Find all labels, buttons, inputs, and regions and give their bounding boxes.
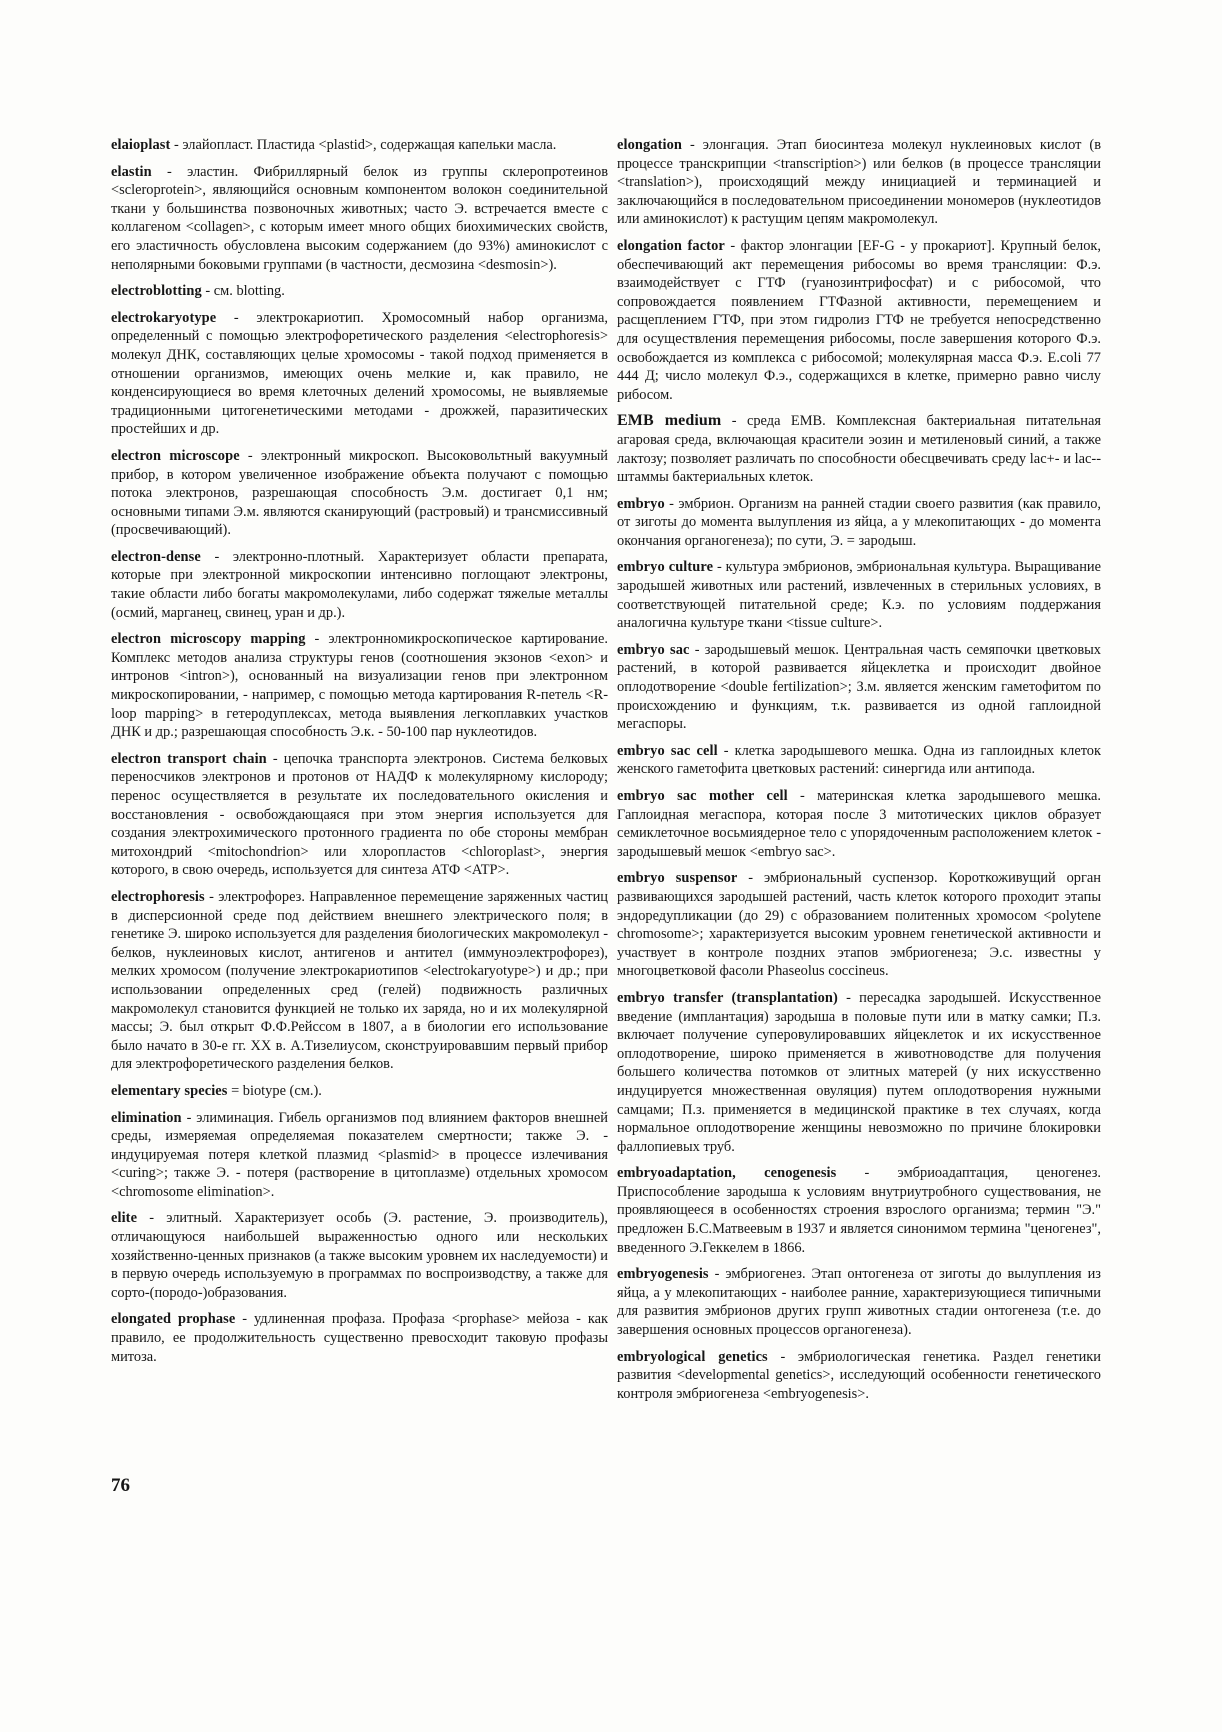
entry-term: elongation — [617, 137, 682, 153]
entry-definition: - электрофорез. Направленное перемещение заряженных частиц в дисперсионной среде под действием внешнего электрического поля; в генетике Э. широко используется для разделения биологических макромолекул - белков, нуклеиновых кислот, антигенов и антител (иммуноэлектрофорез), мелких хромосом (получение электрокариотипов <electrokaryotype>) и др.; при использовании определенных сред (гелей) подвижность различных макромолекул становится функцией не только их заряда, но и их молекулярной массы; Э. был открыт Ф.Ф.Рейссом в 1807, а в биологии его использование было начато в 30-е гг. XX в. А.Тизелиусом, сконструировавшим первый прибор для электрофоретического разделения белков. — [111, 888, 608, 1073]
entry-term: elementary species — [111, 1082, 228, 1099]
entry-term: electron transport chain — [111, 750, 267, 767]
entry-definition: - эмбриологическая генетика. Раздел генетики развития <developmental genetics>, исследующий особенности генетического контроля эмбриогенеза <embryogenesis>. — [617, 1348, 1101, 1402]
entry-definition: - эмбриоадаптация, ценогенез. Приспособление зародыша к условиям внутриутробного существования, не проявляющееся в особенностях строения взрослого организма; термин "Э." предложен Б.С.Матвеевым в 1937 и является синонимом термина "ценогенез", введенного Э.Геккелем в 1866. — [617, 1165, 1101, 1256]
entry-definition: - см. blotting. — [201, 283, 285, 300]
dictionary-entry — [111, 309, 608, 439]
entry-definition: - электронномикроскопическое картирование. Комплекс методов анализа структуры генов (соотношения экзонов <exon> и интронов <intron>), основанный на визуализации генов при электронном микроскопировании, - например, с помощью метода картирования R-петель <R-loop mapping> в гетеродуплексах, метода выявления легкоплавких участков ДНК и др.; разрешающая способность Э.к. - 50-100 пар нуклеотидов. — [111, 631, 608, 741]
entry-term: elimination — [111, 1109, 182, 1126]
entry-definition: - фактор элонгации [EF-G - у прокариот]. Крупный белок, обеспечивающий акт перемещения рибосомы во время трансляции: Ф.э. взаимодействует с ГТФ (гуанозинтрифосфат) и с рибосомой, что сопровождается появлением ГТФазной активности, перемещением и расщеплением ГТФ, при этом гидролиз ГТФ не требуется непосредственно для осуществления перемещения рибосомы, после завершения которого Ф.э. освобождается из комплекса с рибосомой; молекулярная масса Ф.э. E.coli 77 444 Д; число молекул Ф.э., содержащихся в клетке, примерно равно числу рибосом. — [617, 237, 1101, 403]
left-column — [111, 136, 608, 1374]
dictionary-entry — [617, 237, 1101, 404]
entry-term: embryo sac cell — [617, 742, 718, 759]
dictionary-entry — [111, 630, 608, 742]
dictionary-entry — [111, 1310, 608, 1366]
dictionary-entry — [111, 282, 608, 301]
entry-definition: - элайопласт. Пластида <plastid>, содержащая капельки масла. — [170, 137, 557, 153]
dictionary-entry — [617, 558, 1101, 632]
entry-definition: - среда EMB. Комплексная бактериальная питательная агаровая среда, включающая красители эозин и метиленовый синий, а также лактозу; позволяет различать по способности обесцвечивать среду lac+- и lac--штаммы бактериальных клеток. — [617, 413, 1101, 486]
entry-term: embryo culture — [617, 559, 714, 576]
entry-definition: - электрокариотип. Хромосомный набор организма, определенный с помощью электрофоретического разделения <electrophoresis> молекул ДНК, составляющих целые хромосомы - такой подход применяется в отношении организмов, имеющих очень мелкие и, как правило, не конденсирующиеся во время клеточных делений хромосомы, не выявляемые традиционными цитогенетическими методами - дрожжей, паразитических простейших и др. — [111, 309, 608, 438]
dictionary-entry — [617, 495, 1101, 551]
dictionary-entry — [617, 412, 1101, 486]
entry-term: embryo transfer (transplantation) — [617, 989, 838, 1006]
dictionary-entry — [111, 548, 608, 622]
dictionary-entry — [617, 1164, 1101, 1257]
entry-term: elongated prophase — [111, 1311, 236, 1328]
dictionary-entry — [617, 641, 1101, 734]
entry-definition: - клетка зародышевого мешка. Одна из гаплоидных клеток женского гаметофита цветковых растений: синергида или антипода. — [617, 742, 1101, 778]
entry-term: elongation factor — [617, 237, 725, 254]
entry-term: electroblotting — [111, 283, 202, 300]
entry-term: embryogenesis — [617, 1266, 709, 1283]
entry-definition: - элиминация. Гибель организмов под влиянием факторов внешней среды, измеряемая определяемая показателем смертности; также Э. - индуцируемая потеря клеткой плазмид <plasmid> в процессе излечивания <curing>; также Э. - потеря (растворение в цитоплазме) отдельных хромосом <chromosome elimination>. — [111, 1109, 608, 1200]
entry-term: electron microscopy mapping — [111, 631, 306, 648]
entry-term: elite — [111, 1210, 138, 1227]
entry-definition: - эмбрион. Организм на ранней стадии своего развития (как правило, от зиготы до момента вылупления из яйца, а у млекопитающих - до момента окончания органогенеза); по сути, Э. = зародыш. — [617, 495, 1101, 549]
dictionary-entry — [617, 787, 1101, 861]
dictionary-entry — [617, 136, 1101, 229]
entry-term: electrophoresis — [111, 888, 205, 905]
entry-term: electrokaryotype — [111, 309, 217, 326]
entry-term: embryoadaptation, cenogenesis — [617, 1165, 837, 1182]
entry-definition: - элитный. Характеризует особь (Э. растение, Э. производитель), отличающуюся наибольшей выраженностью одного или нескольких хозяйственно-ценных признаков (а также высоким уровнем их наследуемости) и в первую очередь используемую в программах по воспроизводству, а также для сорто-(породо-)образования. — [111, 1210, 608, 1301]
dictionary-entry — [111, 888, 608, 1074]
entry-definition: - электронно-плотный. Характеризует области препарата, которые при электронной микроскопии интенсивно поглощают электроны, такие области либо богаты макромолекулами, либо содержат тяжелые металлы (осмий, марганец, свинец, уран и др.). — [111, 548, 608, 621]
entry-definition: - материнская клетка зародышевого мешка. Гаплоидная мегаспора, которая после 3 митотических циклов образует семиклеточное восьмиядерное тело с упорядоченным расположением клеток - зародышевый мешок <embryo sac>. — [617, 788, 1101, 860]
dictionary-entry — [617, 989, 1101, 1156]
entry-definition: - пересадка зародышей. Искусственное введение (имплантация) зародыша в половые пути или в матку самки; П.з. включает получение суперовулировавших яйцеклеток и их искусственное оплодотворение, широко применяется в животноводстве для получения большего количества потомков от элитных матерей (у них искусственно индуцируется множественная овуляция) путем оплодотворения нужными самцами; П.з. применяется в медицинской практике в тех случаях, когда нормальное оплодотворение женщины невозможно по причине блокировки фаллопиевых труб. — [617, 989, 1101, 1155]
entry-term: elaioplast — [111, 137, 171, 153]
entry-term: electron-dense — [111, 548, 201, 565]
right-column — [617, 136, 1101, 1411]
entry-term: embryo suspensor — [617, 870, 738, 887]
dictionary-entry — [617, 869, 1101, 981]
entry-definition: - зародышевый мешок. Центральная часть семяпочки цветковых растений, в которой развивается яйцеклетка и происходит двойное оплодотворение <double fertilization>; З.м. является женским гаметофитом по происхождению и функциям, т.к. развивается из одной гаплоидной мегаспоры. — [617, 641, 1101, 733]
dictionary-entry — [111, 750, 608, 880]
entry-definition: - эластин. Фибриллярный белок из группы склеропротеинов <scleroprotein>, являющийся основным компонентом волокон соединительной ткани у большинства позвоночных животных; часто Э. встречается вместе с коллагеном <collagen>, с которым имеет много общих биохимических свойств, его эластичность обусловлена высоким содержанием (до 93%) аминокислот с неполярными боковыми группами (в частности, десмозина <desmosin>). — [111, 163, 608, 273]
entry-term: elastin — [111, 163, 152, 180]
dictionary-entry — [617, 1348, 1101, 1404]
entry-term: electron microscope — [111, 447, 240, 464]
dictionary-entry — [617, 1265, 1101, 1339]
entry-definition: - эмбриогенез. Этап онтогенеза от зиготы до вылупления из яйца, а у млекопитающих - наиболее ранние, характеризующиеся типичными для развития эмбрионов других групп животных стадии онтогенеза (т.е. до завершения основных процессов органогенеза). — [617, 1266, 1101, 1339]
entry-definition: - цепочка транспорта электронов. Система белковых переносчиков электронов и протонов от НАДФ к молекулярному кислороду; перенос осуществляется в результате их последовательного окисления и восстановления - освобождающаяся при этом энергия используется для создания электрохимического протонного градиента по обе стороны мембран митохондрий <mitochondrion> или хлоропластов <chloroplast>, энергия которого, в свою очередь, используется для синтеза АТФ <ATP>. — [111, 750, 608, 879]
dictionary-entry — [617, 742, 1101, 779]
entry-term: embryo — [617, 495, 665, 512]
entry-definition: - элонгация. Этап биосинтеза молекул нуклеиновых кислот (в процессе транскрипции <transcription>) или белков (в процессе трансляции <translation>), происходящий между инициацией и терминацией и заключающийся в последовательном присоединении мономеров (нуклеотидов или аминокислот) к растущим цепям макромолекул. — [617, 137, 1101, 228]
entry-term: embryological genetics — [617, 1348, 768, 1365]
dictionary-entry — [111, 1209, 608, 1302]
entry-definition: - удлиненная профаза. Профаза <prophase> мейоза - как правило, ее продолжительность существенно превосходит таковую профазы митоза. — [111, 1311, 608, 1365]
entry-definition: - эмбриональный суспензор. Короткоживущий орган развивающихся зародышей растений, часть клеток которого проходит этапы эндоредупликации (до 29) с образованием политенных хромосом <polytene chromosome>; характеризуется высоким уровнем генетической активности и участвует в контроле поздних этапов эмбриогенеза; Э.с. известны у многоцветковой фасоли Phaseolus coccineus. — [617, 870, 1101, 980]
dictionary-entry — [111, 1082, 608, 1101]
page-number: 76 — [111, 1475, 130, 1496]
entry-term: embryo sac — [617, 641, 690, 658]
entry-term: EMB medium — [617, 412, 722, 430]
entry-definition: = biotype (см.). — [227, 1082, 322, 1099]
dictionary-entry — [111, 136, 608, 155]
entry-definition: - электронный микроскоп. Высоковольтный вакуумный прибор, в котором увеличенное изображение объекта получают с помощью потока электронов, разрешающая способность Э.м. достигает 0,1 нм; основными типами Э.м. являются сканирующий (растровый) и трансмиссивный (просвечивающий). — [111, 447, 608, 539]
entry-term: embryo sac mother cell — [617, 788, 788, 804]
entry-definition: - культура эмбрионов, эмбриональная культура. Выращивание зародышей животных или растений, извлеченных в стерильных условиях, в соответствующей питательной среде; К.э. по условиям поддержания аналогична культуре ткани <tissue culture>. — [617, 559, 1101, 632]
dictionary-entry — [111, 163, 608, 275]
dictionary-entry — [111, 1109, 608, 1202]
dictionary-entry — [111, 447, 608, 540]
